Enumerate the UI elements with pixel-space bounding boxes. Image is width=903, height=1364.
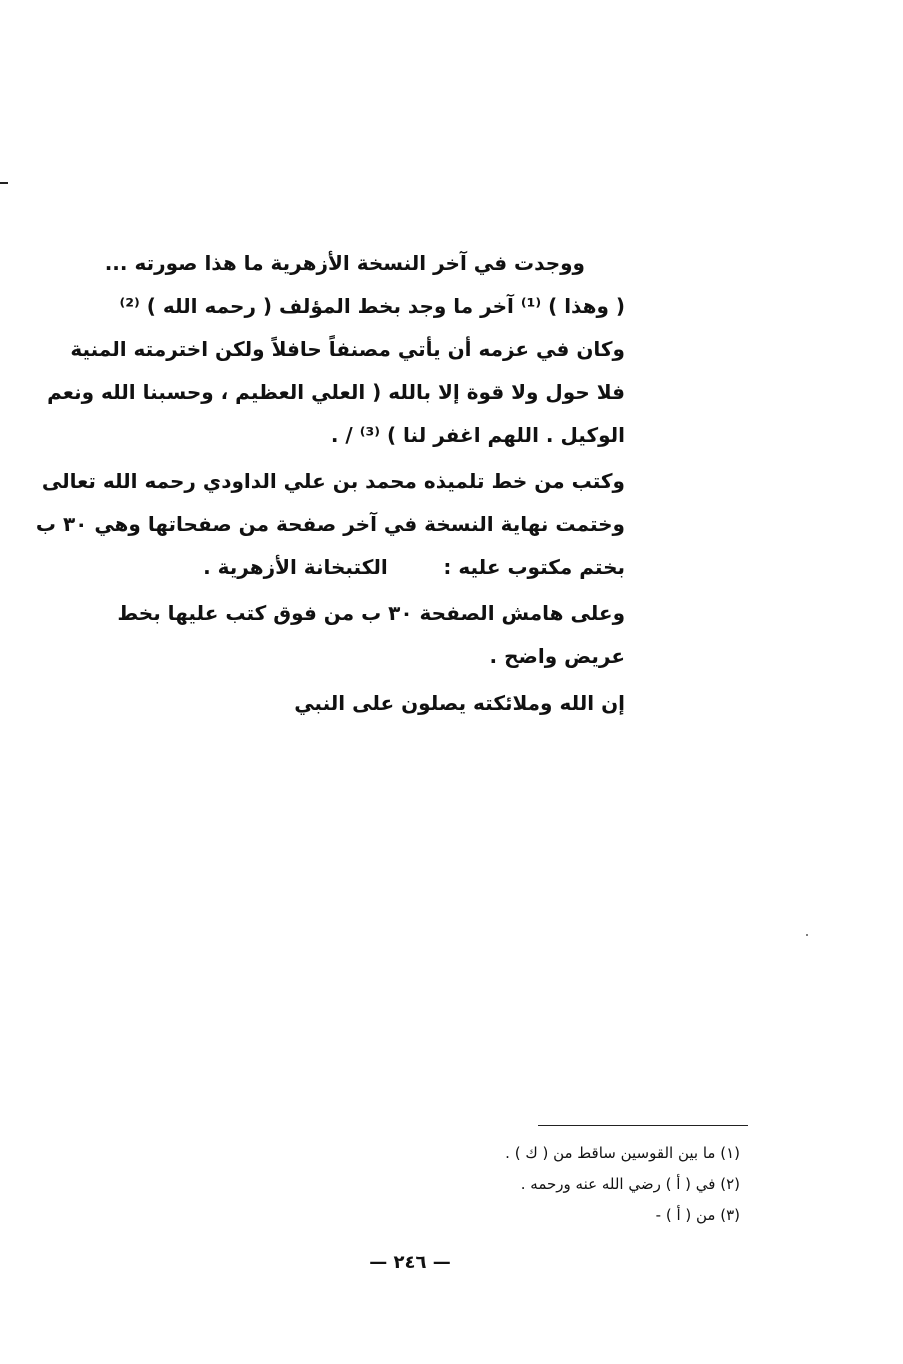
text-line: عريض واضح . — [489, 644, 625, 668]
text-line: وعلى هامش الصفحة ٣٠ ب من فوق كتب عليها بخط — [117, 601, 625, 625]
text-line: وكان في عزمه أن يأتي مصنفاً حافلاً ولكن اخترمته المنية — [70, 337, 625, 361]
text-line: إن الله وملائكته يصلون على النبي — [294, 691, 625, 715]
text-line: وكتب من خط تلميذه محمد بن علي الداودي رحمه الله تعالى — [41, 469, 625, 493]
text-line: وختمت نهاية النسخة في آخر صفحة من صفحاتها وهي ٣٠ ب — [35, 512, 625, 536]
footnote-2: (٢) في ( أ ) رضي الله عنه ورحمه . — [520, 1175, 740, 1193]
text-line: ( وهذا ) ⁽¹⁾ آخر ما وجد بخط المؤلف ( رحمه الله ) ⁽²⁾ — [119, 294, 625, 318]
footnote-3: (٣) من ( أ ) - — [655, 1206, 740, 1224]
text-line: ووجدت في آخر النسخة الأزهرية ما هذا صورته ... — [104, 251, 585, 275]
paragraph-2 — [35, 460, 625, 589]
scan-speck — [806, 934, 808, 936]
scan-edge-mark — [0, 182, 8, 184]
paragraph-1 — [47, 242, 625, 457]
text-line: الوكيل . اللهم اغفر لنا ) ⁽³⁾ / . — [330, 423, 625, 447]
paragraph-4 — [100, 682, 625, 725]
paragraph-3 — [100, 592, 625, 678]
text-line: فلا حول ولا قوة إلا بالله ( العلي العظيم ، وحسبنا الله ونعم — [47, 380, 625, 404]
footnotes — [400, 1138, 740, 1231]
footnote-1: (١) ما بين القوسين ساقط من ( ك ) . — [505, 1144, 740, 1162]
footnote-separator — [538, 1125, 748, 1126]
text-line: بختم مكتوب عليه : الكتبخانة الأزهرية . — [203, 555, 625, 579]
page-number: — ٢٤٦ — — [369, 1252, 451, 1273]
